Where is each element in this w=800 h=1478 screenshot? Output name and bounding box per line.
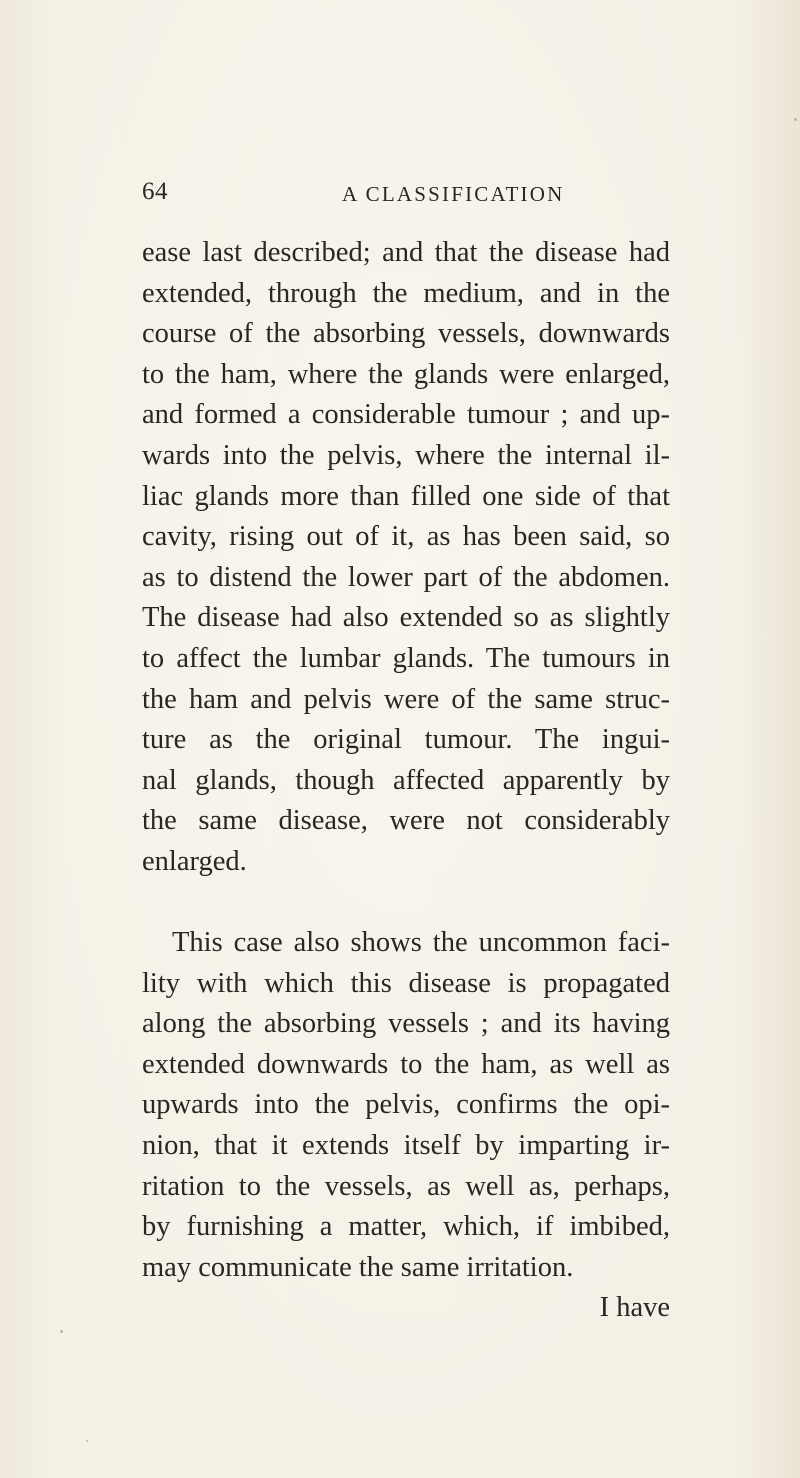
paper-speck [60,1330,63,1333]
text-line: enlarged. [142,845,247,877]
text-line: to affect the lumbar glands. The tumours in [142,642,670,674]
text-line: ease last described; and that the disease had [142,237,670,268]
text-line: by furnishing a matter, which, if imbibed, [142,1211,670,1243]
text-line: course of the absorbing vessels, downwards [142,318,670,350]
running-head: A CLASSIFICATION [342,182,565,206]
body-text [142,233,670,1329]
text-line: upwards into the pelvis, confirms the opi- [142,1089,670,1121]
text-line: ritation to the vessels, as well as, perhaps, [142,1170,670,1202]
text-line: nion, that it extends itself by imparting ir- [142,1130,670,1162]
text-line: ture as the original tumour. The ingui- [142,724,670,756]
paragraph-gap [142,883,670,924]
text-line: liac glands more than filled one side of that [142,480,670,512]
text-line: along the absorbing vessels ; and its having [142,1008,670,1040]
paper-speck [86,1440,88,1442]
text-line: and formed a considerable tumour ; and up- [142,399,670,431]
text-line: the ham and pelvis were of the same struc- [142,683,670,715]
text-line: extended downwards to the ham, as well as [142,1048,670,1080]
page-header [142,178,682,212]
text-line: lity with which this disease is propagated [142,967,670,999]
text-line: The disease had also extended so as slightly [142,602,670,634]
paragraph-2 [142,923,670,1288]
text-line: nal glands, though affected apparently by [142,764,670,796]
paper-speck [794,118,797,121]
text-line: This case also shows the uncommon faci- [172,927,670,959]
text-line: the same disease, were not considerably [142,805,670,837]
text-line: may communicate the same irritation. [142,1251,574,1283]
text-line: as to distend the lower part of the abdomen. [142,561,670,593]
text-line: cavity, rising out of it, as has been said, so [142,521,670,553]
text-line: to the ham, where the glands were enlarged, [142,358,670,390]
text-line: extended, through the medium, and in the [142,277,670,309]
paragraph-1 [142,233,670,883]
catchword: I have [599,1292,670,1324]
page-number: 64 [142,178,168,205]
text-line: wards into the pelvis, where the internal il- [142,439,670,471]
